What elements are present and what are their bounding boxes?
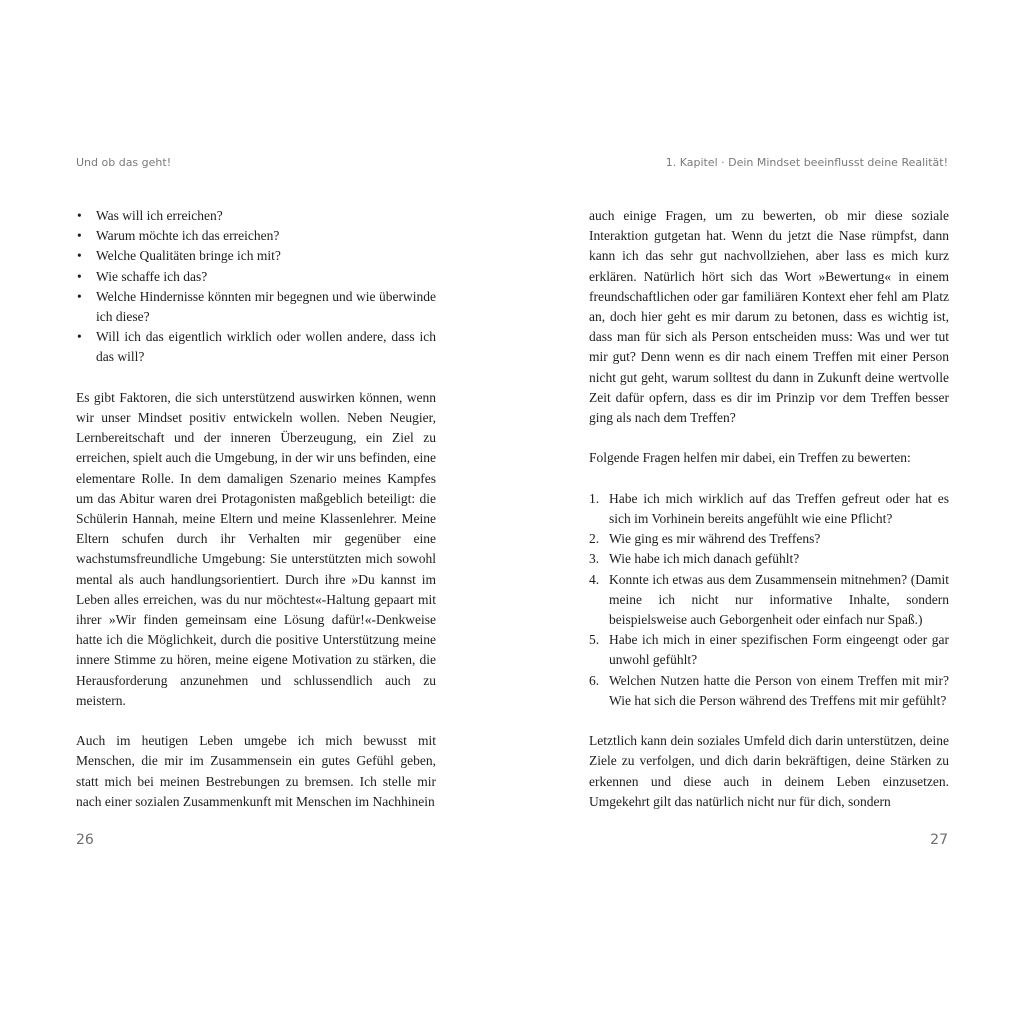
evaluation-question-list [589,489,949,711]
numbered-item [589,529,949,549]
numbered-item [589,570,949,631]
bullet-item: • Welche Qualitäten bringe ich mit? [76,246,436,266]
bullet-item: • Warum möchte ich das erreichen? [76,226,436,246]
item-text: Konnte ich etwas aus dem Zusammensein mitnehmen? (Damit meine ich nicht nur informative Inhalte, sondern beispielsweise auch Geborgenheit oder einfach nur Spaß.) [609,571,949,628]
page-number-left: 26 [76,832,94,848]
numbered-item [589,630,949,670]
bullet-item: • Was will ich erreichen? [76,206,436,226]
question-bullet-list [76,206,436,368]
item-text: Habe ich mich in einer spezifischen Form eingeengt oder gar unwohl gefühlt? [609,632,949,668]
bullet-item: • Wie schaffe ich das? [76,267,436,287]
item-number: 6. [589,672,600,688]
numbered-item [589,489,949,529]
item-number: 2. [589,531,600,547]
item-text: Habe ich mich wirklich auf das Treffen gefreut oder hat es sich im Vorhinein bereits angefühlt wie eine Pflicht? [609,490,949,527]
body-paragraph: Auch im heutigen Leben umgebe ich mich bewusst mit Menschen, die mir im Zusammensein ein gutes Gefühl geben, statt mich bei meinen Bestrebungen zu bremsen. Ich stelle mir nach einer sozialen Zusammenkunft mit Menschen im Nachhinein [76,733,436,809]
body-paragraph: Letztlich kann dein soziales Umfeld dich darin unterstützen, deine Ziele zu verfolgen, und dich darin bekräftigen, deine Stärken zu erkennen und diese auch in deinem Leben einzusetzen. Umgekehrt gilt das natürlich nicht nur für dich, sondern [589,733,949,809]
right-page-body [589,206,949,832]
body-paragraph: Es gibt Faktoren, die sich unterstützend auswirken können, wenn wir unser Mindset positiv entwickeln wollen. Neben Neugier, Lernbereitschaft und der inneren Überzeugung, ein Ziel zu erreichen, spielt auch die Umgebung, in der wir uns befinden, eine elementare Rolle. In dem damaligen Szenario meines Kampfes um das Abitur waren drei Protagonisten maßgeblich beteiligt: die Schülerin Hannah, meine Eltern und meine Klassenlehrer. Meine Eltern schufen durch ihr Verhalten mir gegenüber eine wachstumsfreundliche Umgebung: Sie unterstützten mich sowohl mental als auch handlungsorientiert. Durch ihre »Du kannst im Leben alles erreichen, was du nur möchtest«-Haltung gepaart mit ihrer »Wir finden gemeinsam eine Lösung dafür!«-Denkweise hatte ich die Möglichkeit, durch die positive Unterstützung meine innere Stimme zu hören, meine eigene Motivation zu stärken, die Herausforderung anzunehmen und schlussendlich auch zu meistern. [76,389,436,708]
left-page-body [76,206,436,832]
numbered-item [589,549,949,569]
item-text: Wie habe ich mich danach gefühlt? [609,551,800,567]
item-number: 3. [589,551,600,567]
numbered-item [589,671,949,711]
bullet-item: • Welche Hindernisse könnten mir begegnen und wie überwinde ich diese? [76,287,436,327]
item-number: 5. [589,632,600,648]
running-head-right: 1. Kapitel · Dein Mindset beeinflusst deine Realität! [665,156,948,169]
body-paragraph: auch einige Fragen, um zu bewerten, ob mir diese soziale Interaktion gutgetan hat. Wenn du jetzt die Nase rümpfst, dann kann ich das sehr gut nachvollziehen, aber lass es mich kurz erklären. Natürlich hört sich das Wort »Bewertung« in einem freundschaftlichen oder gar familiären Kontext eher fehl am Platz an, doch hier geht es mir darum zu betonen, dass es wichtig ist, dass man für sich als Person entscheiden muss: Was und wer tut mir gut? Denn wenn es dir nach einem Treffen mit einer Person nicht gut geht, warum solltest du dann in Zukunft deine wertvolle Zeit dafür opfern, dass es dir im Prinzip vor dem Treffen besser ging als nach dem Treffen? [589,208,949,426]
running-head-left: Und ob das geht! [76,156,172,169]
page-number-right: 27 [930,832,948,848]
item-text: Welchen Nutzen hatte die Person von einem Treffen mit mir? Wie hat sich die Person während des Treffens mit mir gefühlt? [609,672,949,708]
item-number: 1. [589,490,600,506]
body-paragraph: Folgende Fragen helfen mir dabei, ein Treffen zu bewerten: [589,450,911,466]
item-text: Wie ging es mir während des Treffens? [609,531,821,547]
bullet-item: • Will ich das eigentlich wirklich oder wollen andere, dass ich das will? [76,327,436,367]
item-number: 4. [589,571,600,587]
